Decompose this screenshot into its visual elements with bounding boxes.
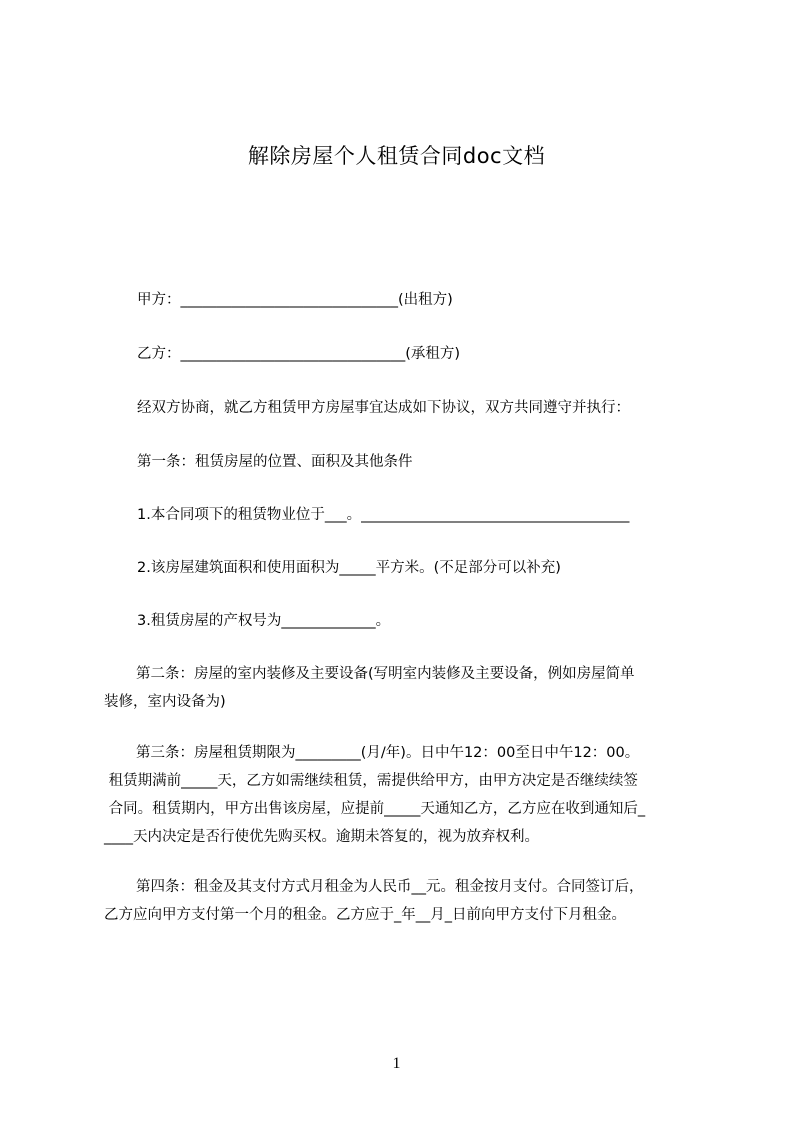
article-3-line-2: 租赁期满前_____天，乙方如需继续租赁，需提供给甲方，由甲方决定是否继续续签 [104,773,638,789]
article-3-line-1: 第三条：房屋租赁期限为_________(月/年)。日中午12：00至日中午12：00。 [136,745,640,761]
article-1-item-3: 3.租赁房屋的产权号为_____________。 [137,613,391,629]
article-4-line-1: 第四条：租金及其支付方式月租金为人民币__元。租金按月支付。合同签订后， [136,879,644,895]
article-2-paragraph [104,660,704,716]
document-title: 解除房屋个人租赁合同doc文档 [247,144,546,168]
article-4-paragraph [104,873,704,929]
page-number: 1 [392,1055,401,1072]
party-a-line: 甲方：______________________________(出租方) [137,292,453,308]
article-1-item-1: 1.本合同项下的租赁物业位于___。_____________________________________ [137,507,630,523]
article-1-item-2: 2.该房屋建筑面积和使用面积为_____平方米。(不足部分可以补充) [137,560,561,576]
intro-paragraph: 经双方协商，就乙方租赁甲方房屋事宜达成如下协议，双方共同遵守并执行： [137,400,630,416]
article-2-line-2: 装修，室内设备为) [104,694,226,710]
article-3-paragraph [104,739,704,851]
party-b-line: 乙方：_______________________________(承租方) [137,346,461,362]
article-4-line-2: 乙方应向甲方支付第一个月的租金。乙方应于_年__月_日前向甲方支付下月租金。 [104,907,626,923]
article-3-line-3: 合同。租赁期内，甲方出售该房屋，应提前_____天通知乙方，乙方应在收到通知后_ [104,801,646,817]
article-2-line-1: 第二条：房屋的室内装修及主要设备(写明室内装修及主要设备，例如房屋简单 [136,666,635,682]
article-3-line-4: ____天内决定是否行使优先购买权。逾期未答复的，视为放弃权利。 [104,829,539,845]
article-1-heading: 第一条：租赁房屋的位置、面积及其他条件 [137,454,413,470]
